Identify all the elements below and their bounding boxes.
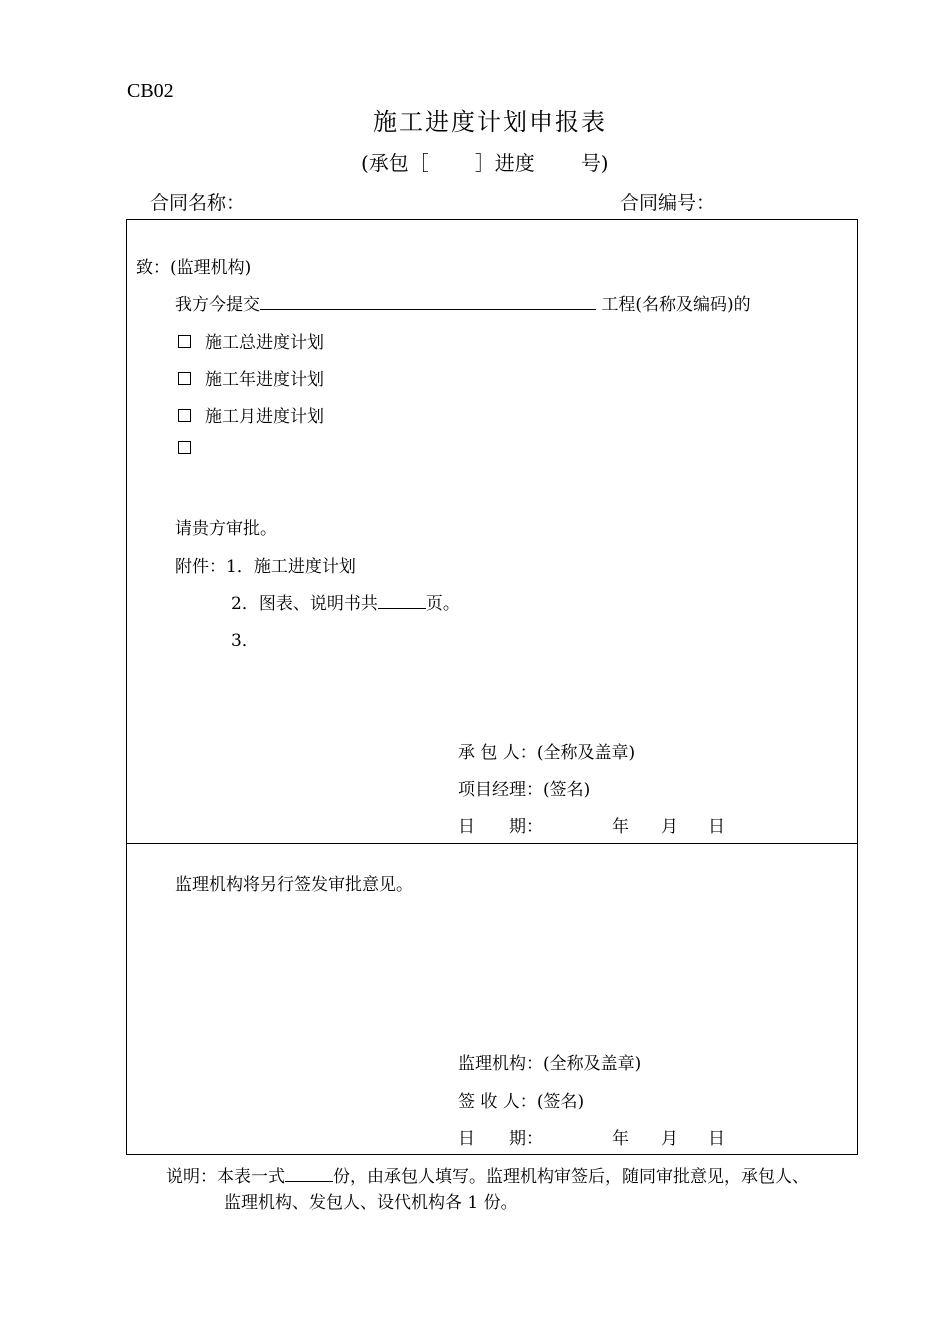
pm-value[interactable]: (签名) [543,780,591,800]
year-label: 年 [612,1129,629,1149]
project-name-blank[interactable] [260,293,596,310]
attachment-2 [231,589,460,614]
submission-date-row [458,812,725,837]
contract-no-label: 合同编号： [620,192,716,214]
contract-name-label: 合同名称： [150,192,246,214]
receiver-row [458,1087,584,1112]
intro-suffix: 工程(名称及编码)的 [601,295,751,315]
year-label: 年 [612,817,629,837]
option-other[interactable] [178,439,205,459]
form-table [126,219,858,1155]
option-label: 施工总进度计划 [205,333,324,353]
receiver-value[interactable]: (签名) [536,1092,585,1112]
contractor-row [458,738,635,763]
form-subtitle [361,147,609,176]
subtitle-open: (承包［ [361,151,429,175]
to-label: 致：(监理机构) [136,258,252,278]
page-count-blank[interactable] [378,592,426,609]
checkbox-icon[interactable] [178,409,191,422]
footer-suffix: 份，由承包人填写。监理机构审签后，随同审批意见，承包人、 [333,1167,809,1187]
subtitle-close: 号) [580,151,609,175]
copies-blank[interactable] [285,1165,333,1182]
month-label: 月 [661,1129,678,1149]
option-total-plan[interactable] [178,328,324,353]
attachments-label: 附件： [175,557,226,577]
form-code: CB02 [127,80,174,102]
attachment-3: 3． [231,631,259,651]
contractor-label: 承 包 人： [458,743,537,763]
review-opinion: 监理机构将另行签发审批意见。 [175,875,413,895]
agency-label: 监理机构： [458,1054,543,1074]
request-text: 请贵方审批。 [175,519,277,539]
attachment-1-text: 1．施工进度计划 [226,557,356,577]
checkbox-icon[interactable] [178,335,191,348]
agency-row [458,1049,641,1074]
attachment-2-prefix: 2．图表、说明书共 [231,594,378,614]
intro-line [175,290,751,315]
date-label: 日 期： [458,1129,543,1149]
option-label: 施工月进度计划 [205,407,324,427]
checkbox-icon[interactable] [178,372,191,385]
receiver-label: 签 收 人： [458,1092,537,1112]
intro-prefix: 我方今提交 [175,295,260,315]
pm-label: 项目经理： [458,780,543,800]
attachment-1 [175,552,356,577]
attachment-2-suffix: 页。 [425,594,460,614]
option-label: 施工年进度计划 [205,370,324,390]
checkbox-icon[interactable] [178,441,191,454]
day-label: 日 [708,1129,725,1149]
option-annual-plan[interactable] [178,365,324,390]
contractor-value[interactable]: (全称及盖章) [536,743,636,763]
date-label: 日 期： [458,817,543,837]
pm-row [458,775,590,800]
section-divider [127,843,857,844]
month-label: 月 [661,817,678,837]
option-monthly-plan[interactable] [178,402,324,427]
footer-prefix: 说明：本表一式 [166,1167,285,1187]
review-date-row [458,1124,725,1149]
footer-note-line2: 监理机构、发包人、设代机构各 1 份。 [224,1193,518,1213]
footer-note-line1 [166,1164,809,1190]
agency-value[interactable]: (全称及盖章) [543,1054,642,1074]
day-label: 日 [708,817,725,837]
subtitle-mid: ］进度 [474,151,535,175]
form-title: 施工进度计划申报表 [373,108,607,136]
